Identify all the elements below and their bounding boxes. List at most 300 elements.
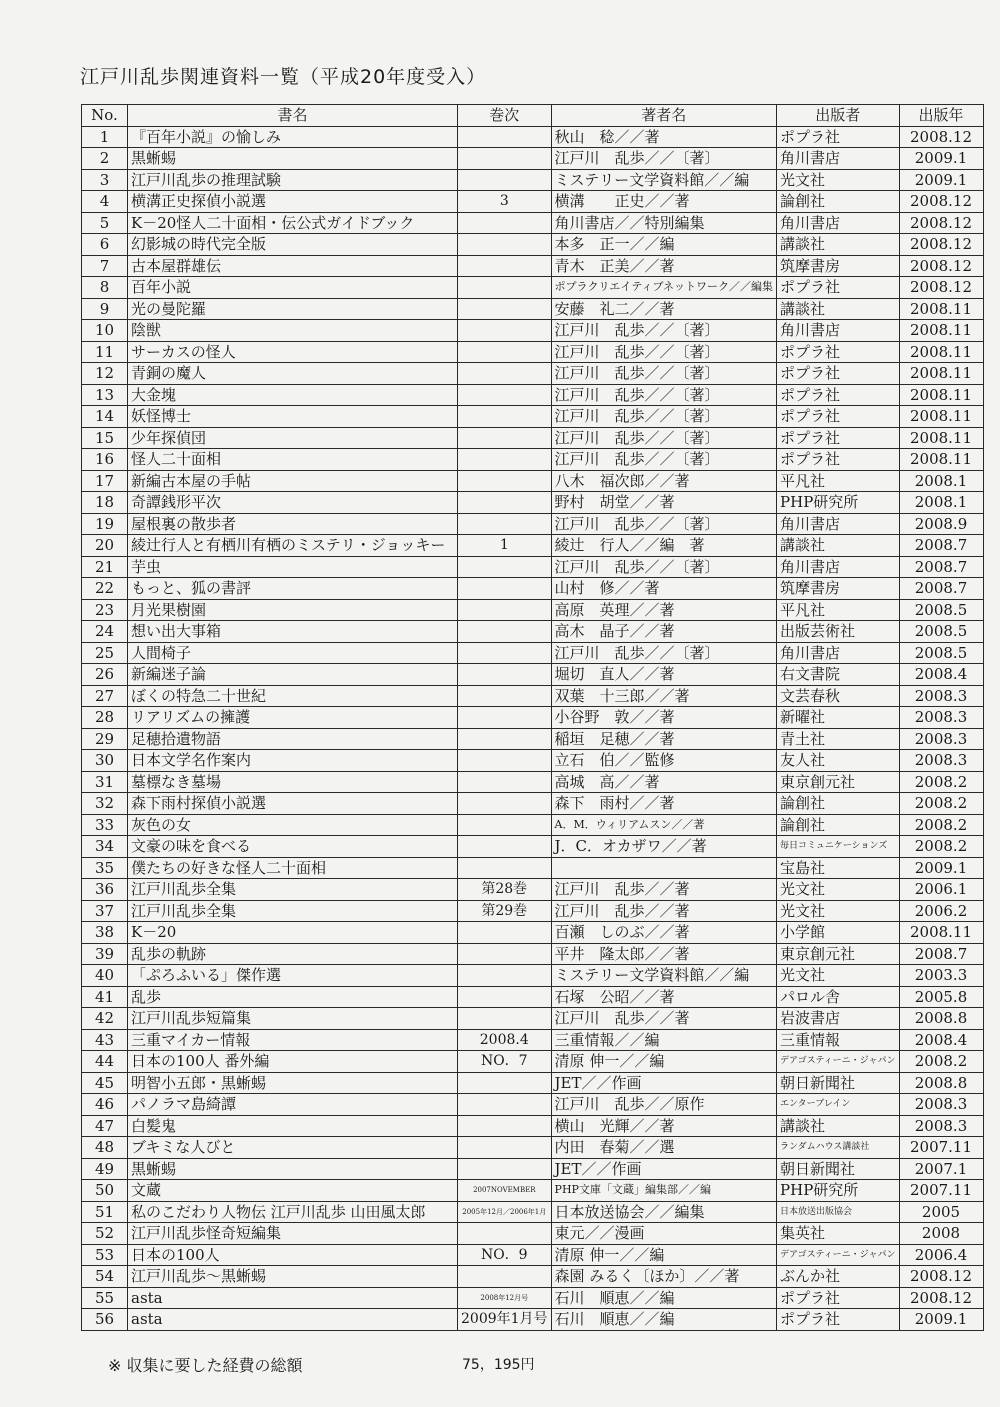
cell-no: 10 [82, 320, 128, 342]
cell-book-title: 少年探偵団 [128, 427, 458, 449]
cell-publisher: デアゴスティーニ・ジャパン [777, 1051, 899, 1073]
cell-no: 26 [82, 664, 128, 686]
cell-publisher: ランダムハウス講談社 [777, 1137, 899, 1159]
cell-volume [458, 212, 552, 234]
cell-author: 日本放送協会／／編集 [551, 1201, 776, 1223]
cell-book-title: asta [128, 1309, 458, 1331]
cell-year: 2008.11 [899, 341, 983, 363]
cell-volume [458, 320, 552, 342]
cell-year: 2008.2 [899, 1051, 983, 1073]
table-row [82, 943, 984, 965]
cell-book-title: 黒蜥蜴 [128, 148, 458, 170]
cell-book-title: ぼくの特急二十世紀 [128, 685, 458, 707]
cell-publisher: ポプラ社 [777, 384, 899, 406]
table-row [82, 298, 984, 320]
cell-volume [458, 148, 552, 170]
cell-publisher: 講談社 [777, 234, 899, 256]
table-row [82, 126, 984, 148]
cell-year: 2009.1 [899, 1309, 983, 1331]
table-row [82, 1309, 984, 1331]
cell-year: 2005.8 [899, 986, 983, 1008]
cell-publisher: 論創社 [777, 793, 899, 815]
cell-volume: 1 [458, 535, 552, 557]
cell-volume [458, 857, 552, 879]
cell-publisher: 光文社 [777, 965, 899, 987]
cell-no: 5 [82, 212, 128, 234]
cell-author: 東元／／漫画 [551, 1223, 776, 1245]
cell-no: 29 [82, 728, 128, 750]
table-row [82, 255, 984, 277]
cell-publisher: 論創社 [777, 191, 899, 213]
cell-publisher: 毎日コミュニケーションズ [777, 836, 899, 858]
cell-book-title: 『百年小説』の愉しみ [128, 126, 458, 148]
table-row [82, 793, 984, 815]
header-author: 著者名 [551, 105, 776, 127]
table-row [82, 513, 984, 535]
cell-book-title: 奇譚銭形平次 [128, 492, 458, 514]
cell-publisher: 出版芸術社 [777, 621, 899, 643]
cell-author: 江戸川 乱歩／／〔著〕 [551, 341, 776, 363]
table-row [82, 406, 984, 428]
cell-volume [458, 341, 552, 363]
cell-publisher: ポプラ社 [777, 126, 899, 148]
table-row [82, 685, 984, 707]
cell-no: 4 [82, 191, 128, 213]
cell-year: 2008.5 [899, 621, 983, 643]
header-publisher: 出版者 [777, 105, 899, 127]
cell-year: 2009.1 [899, 148, 983, 170]
cell-no: 18 [82, 492, 128, 514]
cell-no: 53 [82, 1244, 128, 1266]
cell-publisher: 講談社 [777, 535, 899, 557]
cell-author: 江戸川 乱歩／／〔著〕 [551, 427, 776, 449]
cell-year: 2008 [899, 1223, 983, 1245]
cell-book-title: 想い出大事箱 [128, 621, 458, 643]
cell-year: 2009.1 [899, 857, 983, 879]
cell-no: 9 [82, 298, 128, 320]
table-row [82, 449, 984, 471]
cell-book-title: 綾辻行人と有栖川有栖のミステリ・ジョッキー [128, 535, 458, 557]
cell-no: 42 [82, 1008, 128, 1030]
cell-book-title: 江戸川乱歩全集 [128, 879, 458, 901]
table-row [82, 148, 984, 170]
table-row [82, 341, 984, 363]
cell-volume [458, 449, 552, 471]
cell-no: 32 [82, 793, 128, 815]
table-body [82, 126, 984, 1330]
cell-year: 2008.3 [899, 685, 983, 707]
table-row [82, 363, 984, 385]
table-row [82, 556, 984, 578]
cell-volume [458, 578, 552, 600]
table-row [82, 857, 984, 879]
cell-author: ミステリー文学資料館／／編 [551, 169, 776, 191]
cell-book-title: 江戸川乱歩～黒蜥蜴 [128, 1266, 458, 1288]
cell-year: 2008.3 [899, 707, 983, 729]
cell-publisher: PHP研究所 [777, 1180, 899, 1202]
cell-year: 2007.11 [899, 1137, 983, 1159]
table-row [82, 169, 984, 191]
table-row [82, 1051, 984, 1073]
header-volume: 巻次 [458, 105, 552, 127]
cell-publisher: パロル舎 [777, 986, 899, 1008]
cell-volume [458, 427, 552, 449]
cell-book-title: 日本の100人 [128, 1244, 458, 1266]
cell-no: 35 [82, 857, 128, 879]
cell-no: 12 [82, 363, 128, 385]
cell-no: 54 [82, 1266, 128, 1288]
cell-author: 百瀬 しのぶ／／著 [551, 922, 776, 944]
cell-no: 23 [82, 599, 128, 621]
cell-year: 2008.2 [899, 793, 983, 815]
cell-author: 内田 春菊／／選 [551, 1137, 776, 1159]
table-row [82, 1244, 984, 1266]
table-row [82, 535, 984, 557]
cell-publisher: 東京創元社 [777, 771, 899, 793]
cell-no: 11 [82, 341, 128, 363]
cell-no: 34 [82, 836, 128, 858]
cell-volume [458, 664, 552, 686]
cell-book-title: 屋根裏の散歩者 [128, 513, 458, 535]
cell-volume [458, 363, 552, 385]
cell-volume [458, 621, 552, 643]
cell-publisher: 角川書店 [777, 556, 899, 578]
cell-publisher: 角川書店 [777, 320, 899, 342]
cell-book-title: 江戸川乱歩短篇集 [128, 1008, 458, 1030]
table-row [82, 492, 984, 514]
cell-volume: 3 [458, 191, 552, 213]
cell-no: 46 [82, 1094, 128, 1116]
cell-volume [458, 986, 552, 1008]
cell-volume [458, 169, 552, 191]
cell-author [551, 857, 776, 879]
cell-author: JET／／作画 [551, 1072, 776, 1094]
cell-publisher: ポプラ社 [777, 449, 899, 471]
cell-no: 8 [82, 277, 128, 299]
cell-volume: 2009年1月号 [458, 1309, 552, 1331]
cell-publisher: 岩波書店 [777, 1008, 899, 1030]
cell-volume [458, 685, 552, 707]
cell-author: 江戸川 乱歩／／著 [551, 879, 776, 901]
cell-author: 小谷野 敦／／著 [551, 707, 776, 729]
table-row [82, 599, 984, 621]
cell-year: 2006.2 [899, 900, 983, 922]
cell-volume [458, 513, 552, 535]
cell-year: 2008.1 [899, 492, 983, 514]
cell-book-title: 新編古本屋の手帖 [128, 470, 458, 492]
cell-year: 2008.11 [899, 320, 983, 342]
cell-publisher: 角川書店 [777, 212, 899, 234]
cell-book-title: 百年小説 [128, 277, 458, 299]
cell-book-title: もっと、狐の書評 [128, 578, 458, 600]
cell-book-title: 乱歩の軌跡 [128, 943, 458, 965]
cell-year: 2005 [899, 1201, 983, 1223]
cell-book-title: 灰色の女 [128, 814, 458, 836]
table-row [82, 320, 984, 342]
table-row [82, 642, 984, 664]
cell-author: ミステリー文学資料館／／編 [551, 965, 776, 987]
table-row [82, 191, 984, 213]
cell-year: 2008.7 [899, 556, 983, 578]
cell-author: 高原 英理／／著 [551, 599, 776, 621]
cell-publisher: ポプラ社 [777, 363, 899, 385]
cell-year: 2008.4 [899, 664, 983, 686]
cell-no: 45 [82, 1072, 128, 1094]
cell-year: 2008.11 [899, 922, 983, 944]
cell-book-title: 月光果樹園 [128, 599, 458, 621]
cell-publisher: 集英社 [777, 1223, 899, 1245]
cell-book-title: 白髪鬼 [128, 1115, 458, 1137]
cell-author: 堀切 直人／／著 [551, 664, 776, 686]
table-row [82, 1094, 984, 1116]
cell-publisher: 新曜社 [777, 707, 899, 729]
table-row [82, 1287, 984, 1309]
cell-no: 33 [82, 814, 128, 836]
cell-no: 16 [82, 449, 128, 471]
cell-volume [458, 470, 552, 492]
cell-publisher: 朝日新聞社 [777, 1072, 899, 1094]
cell-publisher: 筑摩書房 [777, 578, 899, 600]
cell-year: 2008.3 [899, 1094, 983, 1116]
cell-year: 2008.11 [899, 298, 983, 320]
cell-year: 2006.4 [899, 1244, 983, 1266]
cell-no: 19 [82, 513, 128, 535]
cell-book-title: 新編迷子論 [128, 664, 458, 686]
cell-no: 20 [82, 535, 128, 557]
cell-book-title: 私のこだわり人物伝 江戸川乱歩 山田風太郎 [128, 1201, 458, 1223]
cell-volume: 2008.4 [458, 1029, 552, 1051]
cell-volume [458, 1223, 552, 1245]
cell-year: 2008.11 [899, 449, 983, 471]
cell-author: JET／／作画 [551, 1158, 776, 1180]
cell-publisher: 朝日新聞社 [777, 1158, 899, 1180]
cell-no: 13 [82, 384, 128, 406]
cell-publisher: 平凡社 [777, 470, 899, 492]
cell-no: 51 [82, 1201, 128, 1223]
cell-year: 2008.12 [899, 126, 983, 148]
cell-volume [458, 771, 552, 793]
cell-year: 2008.2 [899, 771, 983, 793]
cell-year: 2008.2 [899, 836, 983, 858]
cell-no: 55 [82, 1287, 128, 1309]
cell-book-title: 明智小五郎・黒蜥蜴 [128, 1072, 458, 1094]
cell-author: 三重情報／／編 [551, 1029, 776, 1051]
cell-book-title: 光の曼陀羅 [128, 298, 458, 320]
table-row [82, 1115, 984, 1137]
cell-publisher: 宝島社 [777, 857, 899, 879]
cell-year: 2008.8 [899, 1072, 983, 1094]
cell-author: PHP文庫「文蔵」編集部／／編 [551, 1180, 776, 1202]
cell-no: 37 [82, 900, 128, 922]
page-title: 江戸川乱歩関連資料一覧（平成20年度受入） [80, 66, 487, 88]
total-cost-label: ※ 収集に要した経費の総額 [108, 1356, 303, 1375]
cell-author: 平井 隆太郎／／著 [551, 943, 776, 965]
cell-no: 3 [82, 169, 128, 191]
cell-author: 双葉 十三郎／／著 [551, 685, 776, 707]
cell-book-title: 僕たちの好きな怪人二十面相 [128, 857, 458, 879]
table-row [82, 986, 984, 1008]
cell-no: 24 [82, 621, 128, 643]
cell-book-title: 文豪の味を食べる [128, 836, 458, 858]
cell-no: 56 [82, 1309, 128, 1331]
cell-book-title: 江戸川乱歩の推理試験 [128, 169, 458, 191]
table-row [82, 814, 984, 836]
cell-volume: 第29巻 [458, 900, 552, 922]
cell-publisher: 講談社 [777, 1115, 899, 1137]
cell-volume [458, 255, 552, 277]
cell-volume [458, 556, 552, 578]
cell-author: 江戸川 乱歩／／〔著〕 [551, 513, 776, 535]
table-row [82, 621, 984, 643]
cell-volume [458, 298, 552, 320]
cell-year: 2008.3 [899, 750, 983, 772]
cell-book-title: 乱歩 [128, 986, 458, 1008]
table-row [82, 277, 984, 299]
table-row [82, 922, 984, 944]
cell-no: 17 [82, 470, 128, 492]
cell-no: 36 [82, 879, 128, 901]
cell-no: 14 [82, 406, 128, 428]
cell-no: 39 [82, 943, 128, 965]
table-row [82, 1008, 984, 1030]
table-row [82, 212, 984, 234]
total-cost-value: 75，195円 [462, 1357, 535, 1373]
cell-no: 44 [82, 1051, 128, 1073]
cell-author: 横溝 正史／／著 [551, 191, 776, 213]
cell-publisher: ポプラ社 [777, 341, 899, 363]
cell-volume [458, 750, 552, 772]
cell-no: 1 [82, 126, 128, 148]
cell-book-title: 黒蜥蜴 [128, 1158, 458, 1180]
cell-publisher: 右文書院 [777, 664, 899, 686]
table-row [82, 900, 984, 922]
cell-volume [458, 126, 552, 148]
cell-publisher: 角川書店 [777, 148, 899, 170]
cell-book-title: 陰獣 [128, 320, 458, 342]
cell-book-title: 青銅の魔人 [128, 363, 458, 385]
header-no: No. [82, 105, 128, 127]
table-row [82, 750, 984, 772]
cell-book-title: asta [128, 1287, 458, 1309]
table-row [82, 234, 984, 256]
cell-publisher: 光文社 [777, 900, 899, 922]
cell-author: 石川 順恵／／編 [551, 1309, 776, 1331]
cell-book-title: 文蔵 [128, 1180, 458, 1202]
cell-publisher: 小学館 [777, 922, 899, 944]
cell-book-title: 日本の100人 番外編 [128, 1051, 458, 1073]
cell-publisher: デアゴスティーニ・ジャパン [777, 1244, 899, 1266]
cell-author: 江戸川 乱歩／／〔著〕 [551, 556, 776, 578]
cell-publisher: 筑摩書房 [777, 255, 899, 277]
cell-no: 7 [82, 255, 128, 277]
cell-publisher: 友人社 [777, 750, 899, 772]
cell-publisher: ポプラ社 [777, 277, 899, 299]
cell-author: 青木 正美／／著 [551, 255, 776, 277]
cell-year: 2009.1 [899, 169, 983, 191]
cell-no: 43 [82, 1029, 128, 1051]
cell-publisher: エンターブレイン [777, 1094, 899, 1116]
cell-author: 森下 雨村／／著 [551, 793, 776, 815]
table-row [82, 427, 984, 449]
cell-author: 清原 伸一／／編 [551, 1244, 776, 1266]
cell-publisher: 平凡社 [777, 599, 899, 621]
cell-publisher: 三重情報 [777, 1029, 899, 1051]
cell-author: 江戸川 乱歩／／著 [551, 900, 776, 922]
cell-volume: 2007NOVEMBER [458, 1180, 552, 1202]
cell-year: 2006.1 [899, 879, 983, 901]
cell-book-title: リアリズムの擁護 [128, 707, 458, 729]
cell-book-title: 人間椅子 [128, 642, 458, 664]
cell-year: 2008.11 [899, 363, 983, 385]
table-header-row [82, 105, 984, 127]
cell-author: 江戸川 乱歩／／〔著〕 [551, 148, 776, 170]
cell-year: 2008.5 [899, 642, 983, 664]
table-row [82, 1072, 984, 1094]
cell-year: 2008.11 [899, 384, 983, 406]
table-row [82, 664, 984, 686]
cell-author: 横山 光輝／／著 [551, 1115, 776, 1137]
cell-year: 2008.11 [899, 406, 983, 428]
cell-no: 49 [82, 1158, 128, 1180]
cell-year: 2003.3 [899, 965, 983, 987]
cell-author: 江戸川 乱歩／／〔著〕 [551, 449, 776, 471]
cell-author: 八木 福次郎／／著 [551, 470, 776, 492]
cell-year: 2008.5 [899, 599, 983, 621]
cell-volume [458, 1137, 552, 1159]
cell-volume [458, 234, 552, 256]
cell-volume [458, 922, 552, 944]
cell-book-title: 横溝正史探偵小説選 [128, 191, 458, 213]
cell-book-title: 森下雨村探偵小説選 [128, 793, 458, 815]
cell-book-title: 足穂拾遺物語 [128, 728, 458, 750]
cell-author: 高木 晶子／／著 [551, 621, 776, 643]
cell-volume [458, 1158, 552, 1180]
cell-year: 2008.12 [899, 1287, 983, 1309]
table-row [82, 1201, 984, 1223]
cell-volume [458, 492, 552, 514]
cell-year: 2008.12 [899, 255, 983, 277]
cell-publisher: 青土社 [777, 728, 899, 750]
cell-publisher: 光文社 [777, 169, 899, 191]
cell-volume [458, 642, 552, 664]
cell-publisher: PHP研究所 [777, 492, 899, 514]
cell-year: 2007.1 [899, 1158, 983, 1180]
cell-author: J．C．オカザワ／／著 [551, 836, 776, 858]
cell-no: 47 [82, 1115, 128, 1137]
cell-year: 2008.12 [899, 191, 983, 213]
cell-volume [458, 943, 552, 965]
cell-author: 石塚 公昭／／著 [551, 986, 776, 1008]
cell-volume [458, 965, 552, 987]
cell-author: 稲垣 足穂／／著 [551, 728, 776, 750]
cell-volume [458, 814, 552, 836]
cell-volume [458, 277, 552, 299]
cell-no: 6 [82, 234, 128, 256]
cell-year: 2008.1 [899, 470, 983, 492]
cell-author: 安藤 礼二／／著 [551, 298, 776, 320]
cell-volume [458, 384, 552, 406]
cell-no: 15 [82, 427, 128, 449]
cell-author: 綾辻 行人／／編 著 [551, 535, 776, 557]
cell-author: 野村 胡堂／／著 [551, 492, 776, 514]
cell-publisher: ぶんか社 [777, 1266, 899, 1288]
cell-no: 22 [82, 578, 128, 600]
cell-no: 31 [82, 771, 128, 793]
cell-year: 2008.11 [899, 427, 983, 449]
cell-author: 江戸川 乱歩／／〔著〕 [551, 320, 776, 342]
cell-volume [458, 599, 552, 621]
cell-year: 2008.3 [899, 1115, 983, 1137]
